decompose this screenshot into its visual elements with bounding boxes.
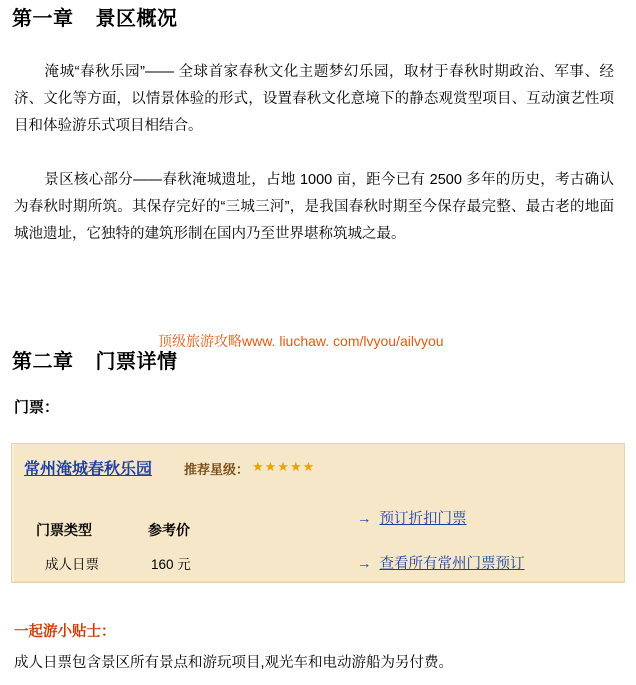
- star-rating: ★★★★★: [252, 459, 316, 474]
- chapter-2-heading: [12, 345, 178, 374]
- arrow-right-icon: →: [357, 511, 372, 527]
- chapter-1-heading: [12, 2, 178, 31]
- book-discount-ticket-label: 预订折扣门票: [379, 511, 467, 527]
- tips-title: 一起游小贴士：: [14, 624, 116, 640]
- watermark-text: 顶级旅游攻略www. liuchaw. com/lvyou/ailvyou: [158, 333, 444, 349]
- park-name-link[interactable]: 常州淹城春秋乐园: [24, 461, 153, 478]
- chapter-1-paragraph-2-text: 景区核心部分——春秋淹城遗址，占地 1000 亩，距今已有 2500 多年的历史，考古确认为春秋时期所筑。其保存完好的“三城三河”，是我国春秋时期至今保存最完整、最古老的地面城池遗址，它独特的建筑形制在国内乃至世界堪称筑城之最。: [14, 171, 614, 242]
- ticket-row-price: 160 元: [151, 557, 191, 572]
- arrow-right-icon: →: [357, 556, 372, 572]
- chapter-1-paragraph-1: [14, 59, 614, 140]
- ticket-info-box: [11, 443, 625, 583]
- chapter-1-paragraph-2: [14, 167, 614, 248]
- tips-body: 成人日票包含景区所有景点和游玩项目,观光车和电动游船为另付费。: [14, 655, 454, 671]
- chapter-1-title: 景区概况: [95, 8, 178, 30]
- ticket-table-header-type: 门票类型: [36, 522, 92, 538]
- view-all-tickets-label: 查看所有常州门票预订: [379, 556, 525, 572]
- recommend-star-label: 推荐星级：: [184, 462, 250, 477]
- chapter-2-title: 门票详情: [95, 351, 178, 373]
- chapter-2-number: 第二章: [12, 351, 74, 373]
- ticket-row-type: 成人日票: [45, 557, 99, 572]
- ticket-section-label: 门票：: [14, 399, 60, 416]
- chapter-1-paragraph-1-text: 淹城“春秋乐园”—— 全球首家春秋文化主题梦幻乐园，取材于春秋时期政治、军事、经济、文化等方面，以情景体验的形式，设置春秋文化意境下的静态观赏型项目、互动演艺性项目和体验游乐式项目相结合。: [14, 63, 614, 134]
- book-discount-ticket-link[interactable]: [357, 507, 467, 528]
- ticket-table-header-price: 参考价: [148, 522, 190, 538]
- chapter-1-number: 第一章: [12, 8, 74, 30]
- view-all-tickets-link[interactable]: [357, 552, 525, 573]
